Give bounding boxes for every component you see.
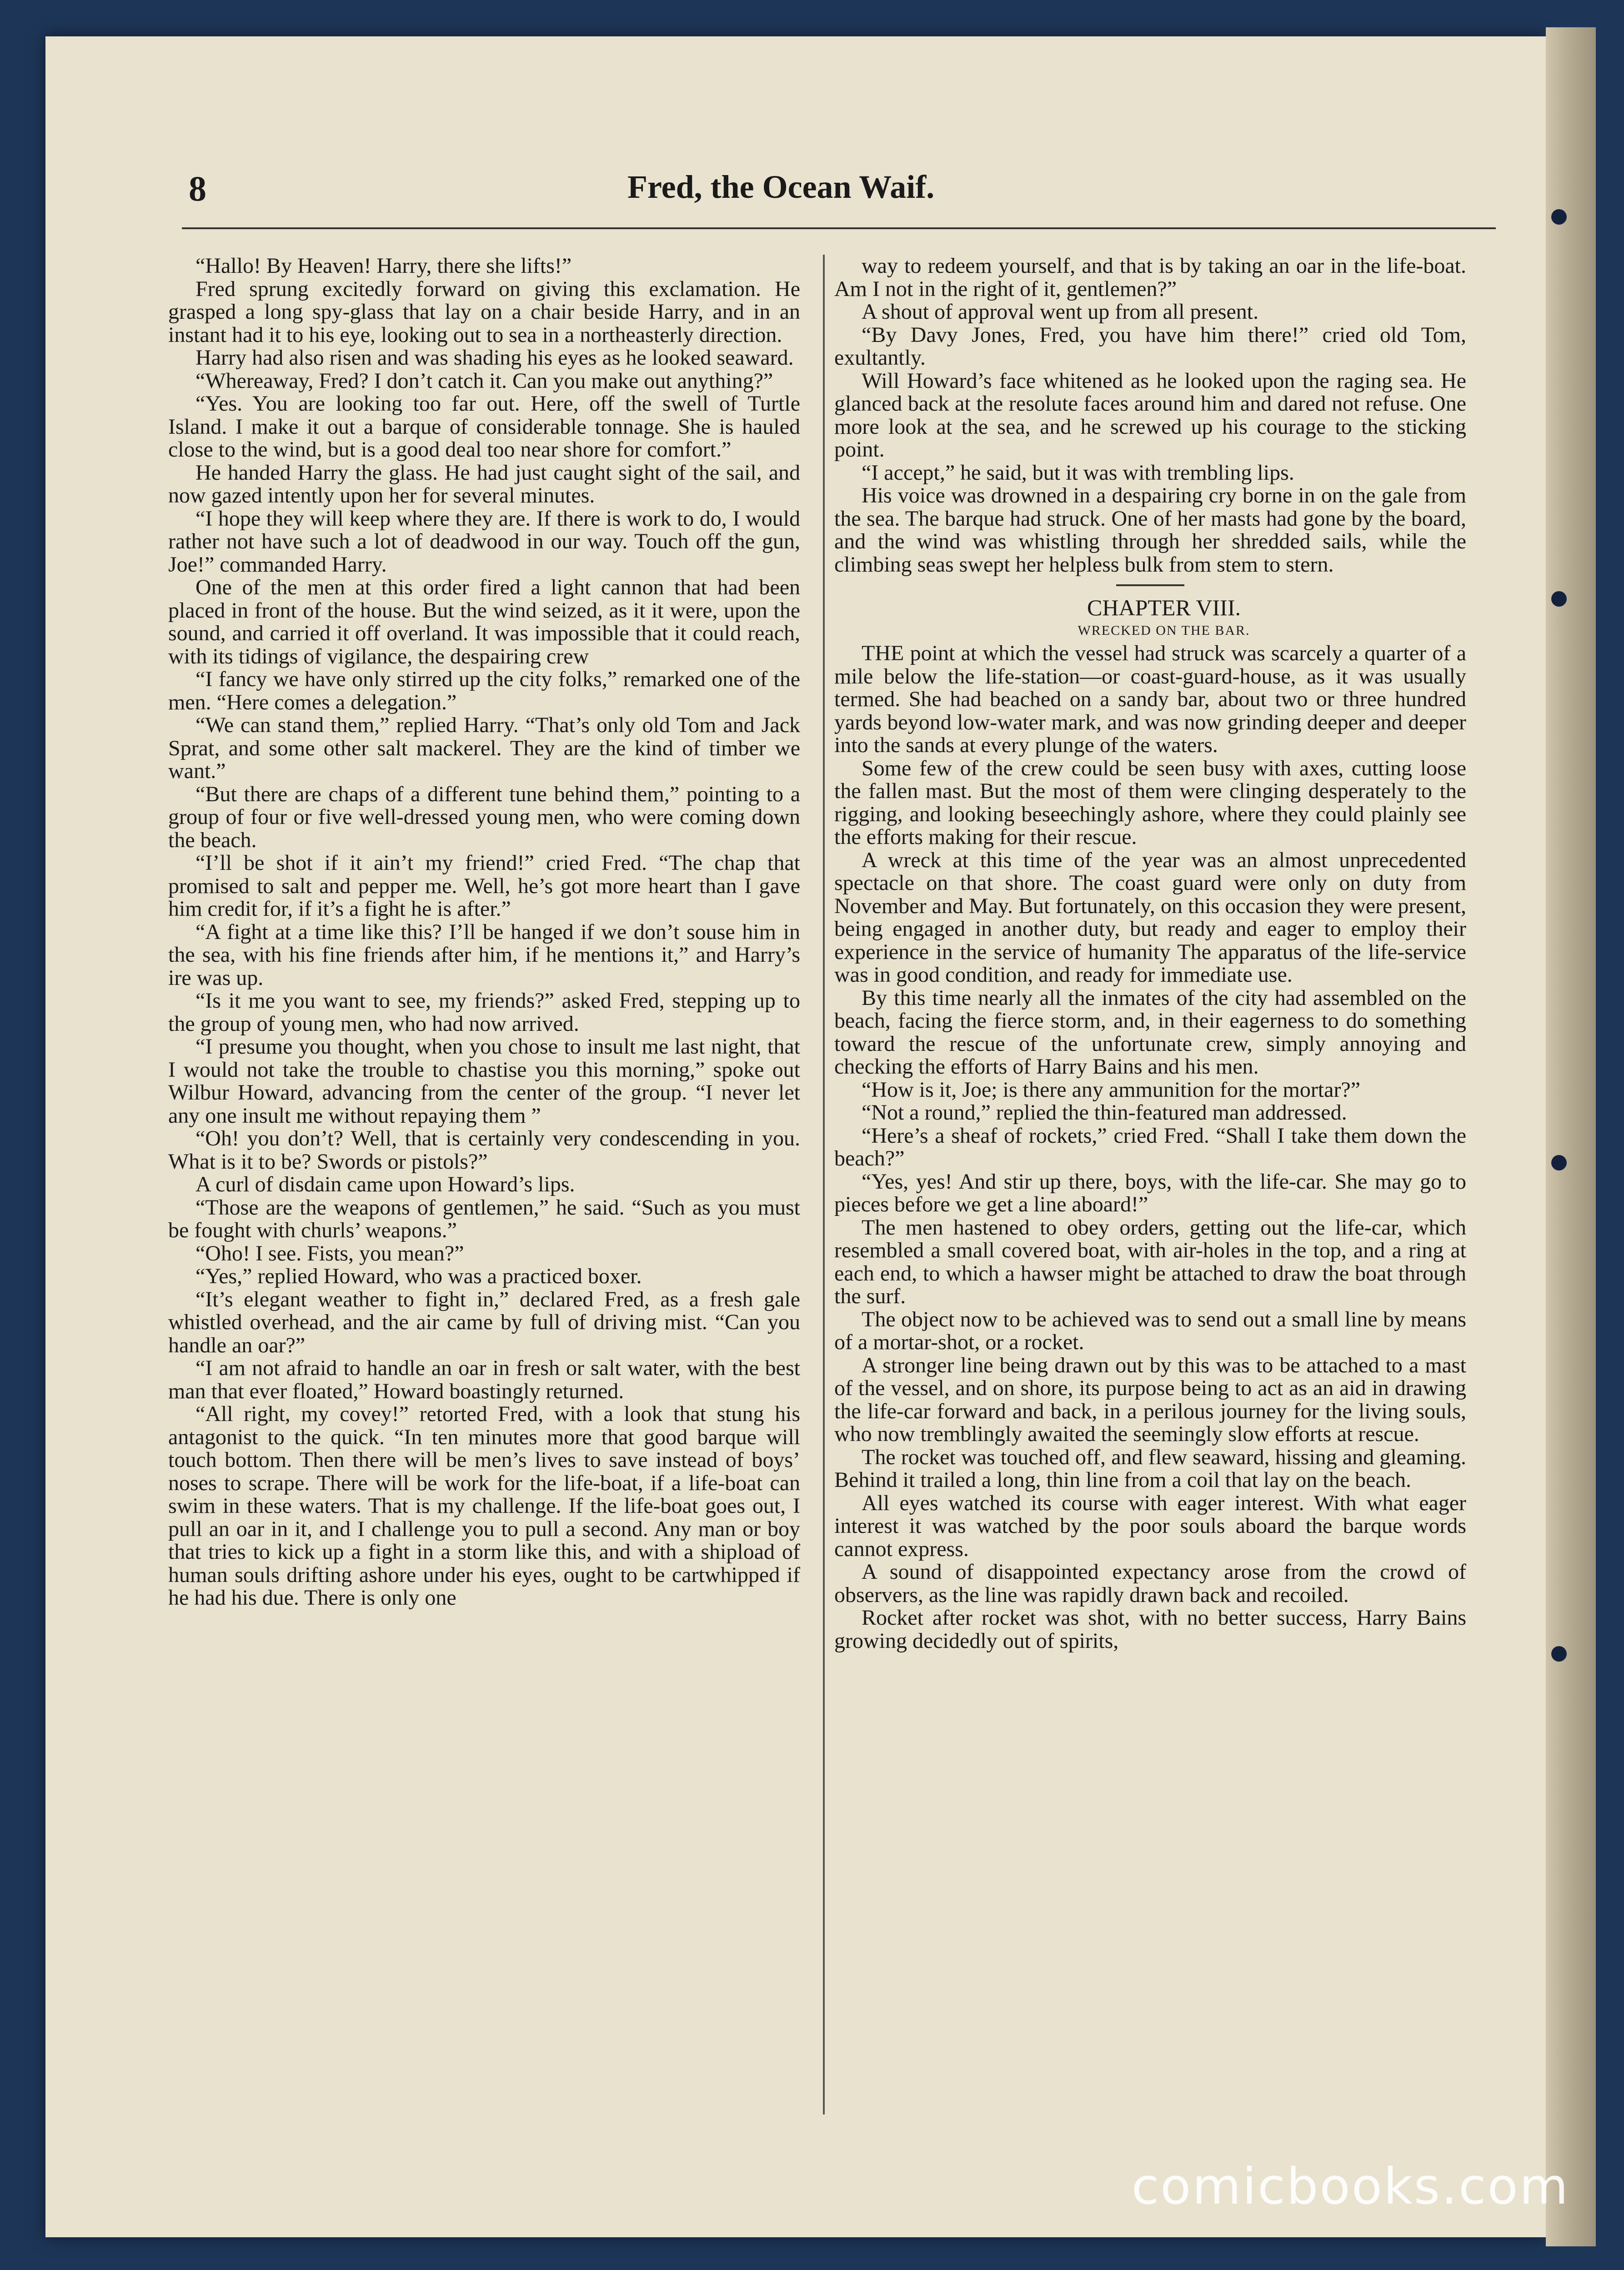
running-title: Fred, the Ocean Waif. [627, 169, 935, 205]
paragraph: A stronger line being drawn out by this was to be attached to a mast of the vessel, and on shore, its purpose being to act as an aid in drawing the life-car forward and back, in a perilous journey for the living souls, who now tremblingly awaited the seemingly slow efforts at rescue. [834, 1353, 1466, 1446]
paragraph: A curl of disdain came upon Howard’s lips. [195, 1172, 575, 1196]
paragraph: The rocket was touched off, and flew seaward, hissing and gleaming. Behind it trailed a long, thin line from a coil that lay on the beach. [834, 1445, 1466, 1492]
paragraph: THE point at which the vessel had struck was scarcely a quarter of a mile below the life-station—or coast-guard-house, as it was usually termed. She had beached on a sandy bar, about two or three hundred yards beyond low-water mark, and was now grinding deeper and deeper into the sands at every plunge of the waters. [834, 641, 1466, 757]
paragraph: A sound of disappointed expectancy arose from the crowd of observers, as the line was rapidly drawn back and recoiled. [834, 1560, 1466, 1607]
paragraph: “By Davy Jones, Fred, you have him there!” cried old Tom, exultantly. [834, 322, 1466, 370]
paragraph: All eyes watched its course with eager interest. With what eager interest it was watched by the poor souls aboard the barque words cannot express. [834, 1491, 1466, 1561]
left-column [168, 255, 800, 2128]
paragraph: A shout of approval went up from all present. [862, 300, 1259, 324]
paragraph: “Those are the weapons of gentlemen,” he said. “Such as you must be fought with churls’ weapons.” [168, 1195, 800, 1242]
paragraph: way to redeem yourself, and that is by taking an oar in the life-boat. Am I not in the right of it, gentlemen?” [834, 255, 1466, 301]
paragraph: “Yes, yes! And stir up there, boys, with the life-car. She may go to pieces before we get a line aboard!” [834, 1169, 1466, 1216]
right-column-text-before [834, 255, 1466, 576]
paragraph: Some few of the crew could be seen busy with axes, cutting loose the fallen mast. But the most of them were clinging desperately to the rigging, and looking beseechingly ashore, where they could plainly see the efforts making for their rescue. [834, 756, 1466, 849]
paragraph: Harry had also risen and was shading his eyes as he looked seaward. [195, 346, 794, 370]
binding-hole [1551, 1646, 1567, 1662]
paragraph: “I fancy we have only stirred up the city folks,” remarked one of the men. “Here comes a delegation.” [168, 667, 800, 714]
paragraph: Will Howard’s face whitened as he looked upon the raging sea. He glanced back at the resolute faces around him and dared not refuse. One more look at the sea, and he screwed up his courage to the sticking point. [834, 368, 1466, 462]
paragraph: “Yes. You are looking too far out. Here, off the swell of Turtle Island. I make it out a barque of considerable tonnage. She is hauled close to the wind, but is a good deal too near shore for comfort.” [168, 392, 800, 462]
paragraph: “Here’s a sheaf of rockets,” cried Fred. “Shall I take them down the beach?” [834, 1123, 1466, 1170]
paragraph: One of the men at this order fired a light cannon that had been placed in front of the house. But the wind seized, as it it were, upon the sound, and carried it off overland. It was impossible that it could reach, with its tidings of vigilance, the despairing crew [168, 575, 800, 668]
paragraph: “How is it, Joe; is there any ammunition for the mortar?” [862, 1077, 1361, 1102]
paragraph: “But there are chaps of a different tune behind them,” pointing to a group of four or five well-dressed young men, who were coming down the beach. [168, 782, 800, 852]
chapter-subtitle: WRECKED ON THE BAR. [1078, 623, 1250, 638]
paragraph: “Oh! you don’t? Well, that is certainly very condescending in you. What is it to be? Swords or pistols?” [168, 1126, 800, 1174]
binding-hole [1551, 591, 1567, 607]
paragraph: “I presume you thought, when you chose to insult me last night, that I would not take the trouble to chastise you this morning,” spoke out Wilbur Howard, advancing from the center of the group. “I never let any one insult me without repaying them ” [168, 1035, 800, 1128]
paragraph: “I am not afraid to handle an oar in fresh or salt water, with the best man that ever floated,” Howard boastingly returned. [168, 1356, 800, 1403]
chapter-rule [1116, 584, 1184, 586]
page-number: 8 [189, 169, 206, 208]
binding-hole [1551, 1155, 1567, 1170]
paragraph: “Hallo! By Heaven! Harry, there she lifts!” [195, 255, 572, 278]
paragraph: His voice was drowned in a despairing cry borne in on the gale from the sea. The barque had struck. One of her masts had gone by the board, and the wind was whistling through her shredded sails, while the climbing seas swept her helpless bulk from stem to stern. [834, 483, 1466, 577]
paragraph: Rocket after rocket was shot, with no better success, Harry Bains growing decidedly out of spirits, [834, 1606, 1466, 1653]
column-divider [823, 255, 825, 2114]
paragraph: “Not a round,” replied the thin-featured man addressed. [862, 1100, 1347, 1125]
paragraph: A wreck at this time of the year was an almost unprecedented spectacle on that shore. The coast guard were only on duty from November and May. But fortunately, on this occasion they were present, being engaged in another duty, but ready and eager to employ their experience in the service of humanity The apparatus of the life-service was in good condition, and ready for immediate use. [834, 848, 1466, 987]
paragraph: “Whereaway, Fred? I don’t catch it. Can you make out anything?” [195, 368, 773, 393]
paragraph: By this time nearly all the inmates of the city had assembled on the beach, facing the fierce storm, and, in their eagerness to do something toward the rescue of the unfortunate crew, simply annoying and checking the efforts of Harry Bains and his men. [834, 985, 1466, 1079]
paragraph: “Yes,” replied Howard, who was a practiced boxer. [195, 1264, 642, 1288]
paragraph: The men hastened to obey orders, getting out the life-car, which resembled a small covered boat, with air-holes in the top, and a ring at each end, to which a hawser might be attached to draw the boat through the surf. [834, 1215, 1466, 1308]
right-column-text-after [834, 642, 1466, 1652]
watermark: comicbooks.com [1131, 2157, 1569, 2215]
paragraph: “It’s elegant weather to fight in,” declared Fred, as a fresh gale whistled overhead, and the air came by full of driving mist. “Can you handle an oar?” [168, 1287, 800, 1357]
paragraph: He handed Harry the glass. He had just caught sight of the sail, and now gazed intently upon her for several minutes. [168, 460, 800, 507]
staple-binding [1546, 27, 1596, 2246]
paragraph: “Is it me you want to see, my friends?” asked Fred, stepping up to the group of young men, who had now arrived. [168, 989, 800, 1036]
paragraph: “I accept,” he said, but it was with trembling lips. [862, 460, 1294, 485]
paragraph: “Oho! I see. Fists, you mean?” [195, 1241, 464, 1266]
paragraph: The object now to be achieved was to send out a small line by means of a mortar-shot, or a rocket. [834, 1307, 1466, 1354]
paragraph: Fred sprung excitedly forward on giving this exclamation. He grasped a long spy-glass that lay on a chair beside Harry, and in an instant had it to his eye, looking out to sea in a northeasterly direction. [168, 276, 800, 347]
right-column [834, 255, 1466, 2128]
header-rule [182, 227, 1496, 229]
paragraph: “We can stand them,” replied Harry. “That’s only old Tom and Jack Sprat, and some other salt mackerel. They are the kind of timber we want.” [168, 713, 800, 783]
paragraph: “A fight at a time like this? I’ll be hanged if we don’t souse him in the sea, with his fine friends after him, if he mentions it,” and Harry’s ire was up. [168, 919, 800, 990]
binding-hole [1551, 209, 1567, 225]
paragraph: “I’ll be shot if it ain’t my friend!” cried Fred. “The chap that promised to salt and pepper me. Well, he’s got more heart than I gave him credit for, if it’s a fight he is after.” [168, 851, 800, 921]
chapter-title: CHAPTER VIII. [1087, 595, 1241, 620]
paragraph: “All right, my covey!” retorted Fred, with a look that stung his antagonist to the quick. “In ten minutes more that good barque will touch bottom. Then there will be men’s lives to save instead of boys’ noses to scrape. There will be work for the life-boat, if a life-boat can swim in these waters. That is my challenge. If the life-boat goes out, I pull an oar in it, and I challenge you to pull a second. Any man or boy that tries to kick up a fight in a storm like this, and with a shipload of human souls drifting ashore under his eyes, ought to be cartwhipped if he had his due. There is only one [168, 1402, 800, 1610]
paragraph: “I hope they will keep where they are. If there is work to do, I would rather not have such a lot of deadwood in our way. Touch off the gun, Joe!” commanded Harry. [168, 506, 800, 577]
